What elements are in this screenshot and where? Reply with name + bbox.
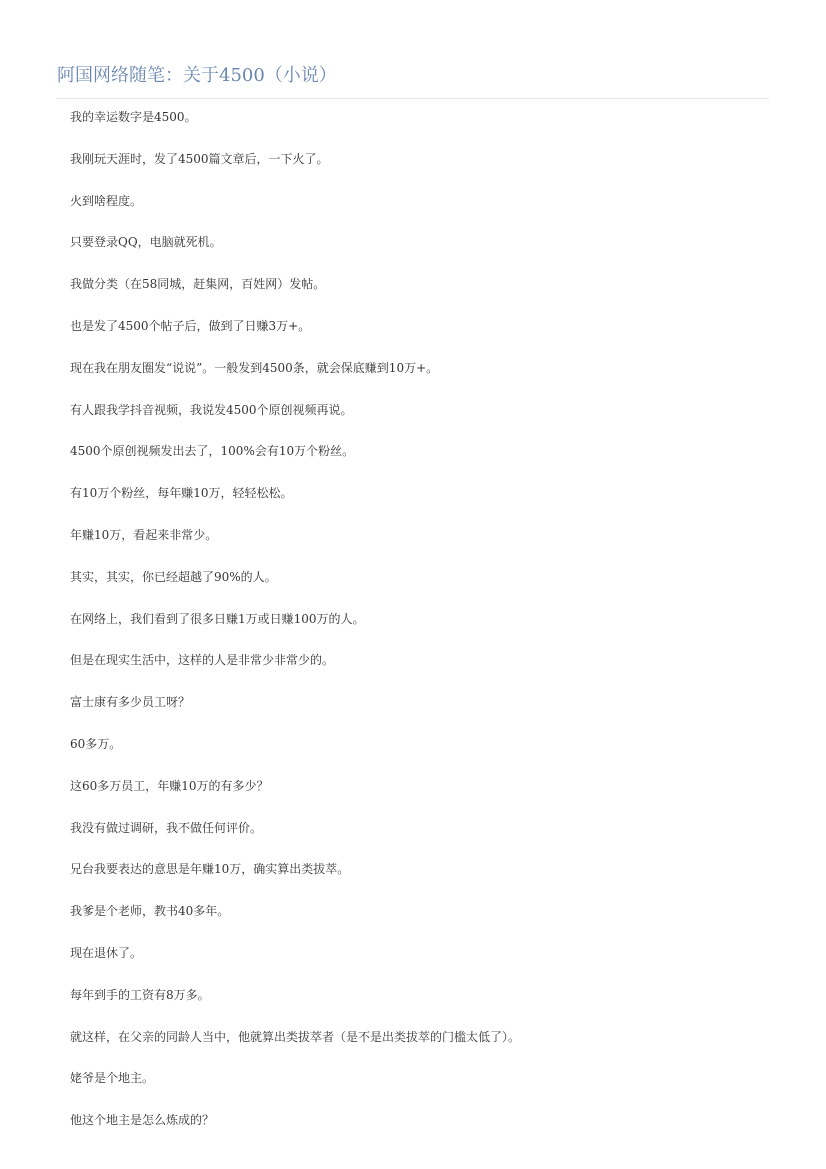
article-paragraph: 60多万。 [70,736,122,751]
article-paragraph: 但是在现实生活中，这样的人是非常少非常少的。 [70,653,335,668]
article-paragraph: 其实，其实，你已经超越了90%的人。 [70,569,277,584]
article-paragraph: 兄台我要表达的意思是年赚10万，确实算出类拔萃。 [70,862,350,877]
article-paragraph: 4500个原创视频发出去了，100%会有10万个粉丝。 [70,444,355,459]
article-paragraph: 我的幸运数字是4500。 [70,110,197,124]
article-paragraph: 只要登录QQ，电脑就死机。 [70,235,222,250]
article-paragraph: 现在退休了。 [70,945,143,960]
article-paragraph: 我做分类（在58同城，赶集网，百姓网）发帖。 [70,277,326,292]
article-paragraph: 每年到手的工资有8万多。 [70,987,210,1002]
article-paragraph: 就这样，在父亲的同龄人当中，他就算出类拔萃者（是不是出类拔萃的门槛太低了）。 [70,1029,521,1044]
article-paragraph: 年赚10万，看起来非常少。 [70,527,218,542]
article-paragraph: 这60多万员工，年赚10万的有多少？ [70,778,269,793]
article-paragraph: 在网络上，我们看到了很多日赚1万或日赚100万的人。 [70,611,365,626]
article-paragraph: 有人跟我学抖音视频，我说发4500个原创视频再说。 [70,402,353,417]
article-paragraph: 他这个地主是怎么炼成的？ [70,1113,215,1128]
article-paragraph: 也是发了4500个帖子后，做到了日赚3万+。 [70,318,311,333]
article-paragraph: 有10万个粉丝，每年赚10万，轻轻松松。 [70,486,293,501]
article-paragraph: 姥爷是个地主。 [70,1071,155,1086]
title-divider [57,98,769,99]
article-paragraph: 我刚玩天涯时，发了4500篇文章后，一下火了。 [70,151,329,166]
article-title: 阿国网络随笔：关于4500（小说） [57,65,337,86]
article-body [70,108,770,1153]
article-paragraph: 我没有做过调研，我不做任何评价。 [70,820,263,835]
article-paragraph: 我爹是个老师，教书40多年。 [70,904,230,919]
article-paragraph: 富士康有多少员工呀？ [70,695,191,710]
article-paragraph: 火到啥程度。 [70,193,143,208]
article-paragraph: 现在我在朋友圈发“说说”。一般发到4500条，就会保底赚到10万+。 [70,360,439,375]
